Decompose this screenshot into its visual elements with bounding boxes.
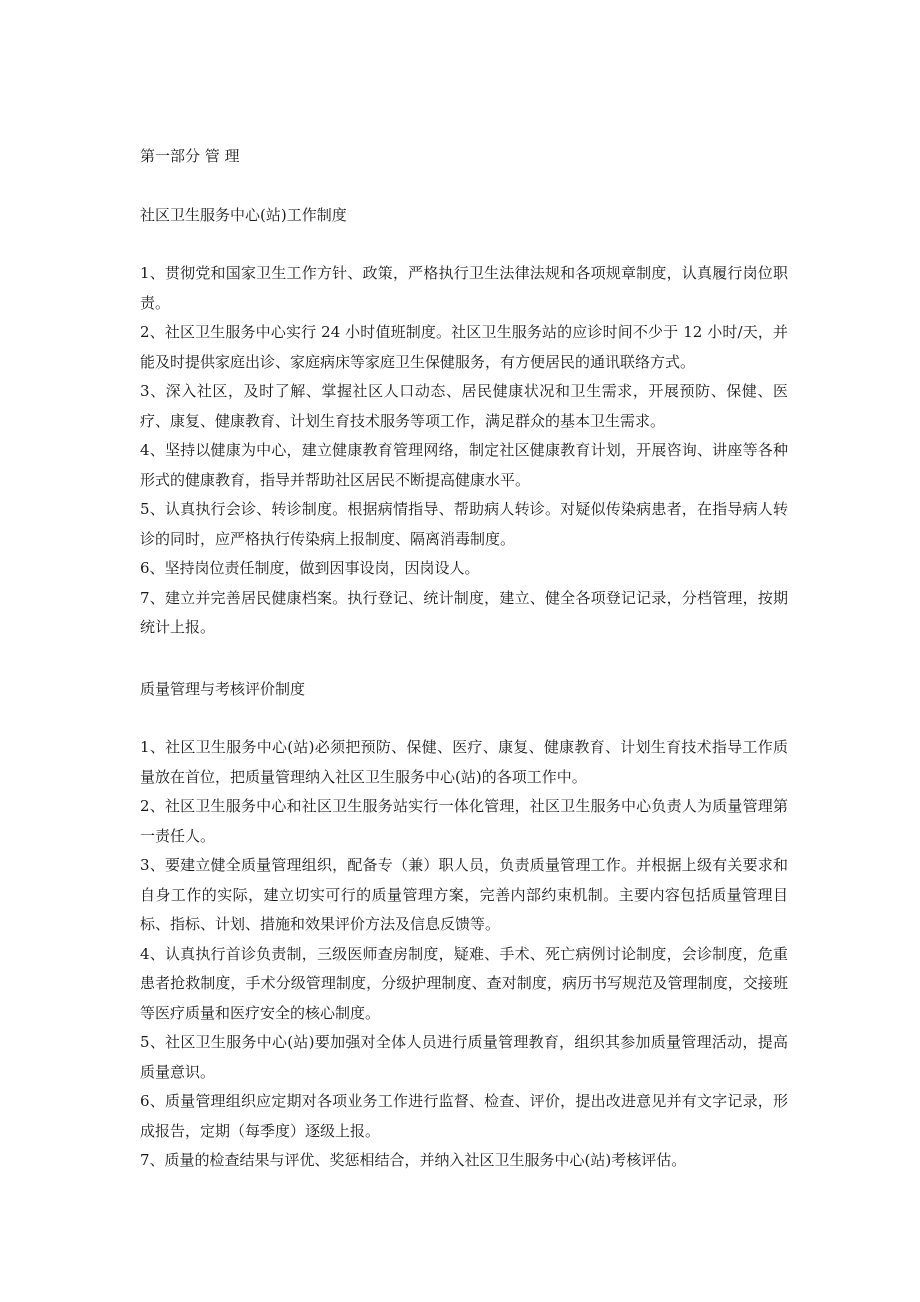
quality-rules-list — [140, 733, 788, 1176]
list-item: 3、深入社区，及时了解、掌握社区人口动态、居民健康状况和卫生需求，开展预防、保健、医疗、康复、健康教育、计划生育技术服务等项工作，满足群众的基本卫生需求。 — [140, 382, 788, 430]
part-title: 第一部分 管 理 — [140, 147, 240, 165]
list-item: 7、建立并完善居民健康档案。执行登记、统计制度，建立、健全各项登记记录，分档管理，按期统计上报。 — [140, 588, 788, 636]
work-rules-list — [140, 259, 788, 643]
list-item: 4、坚持以健康为中心，建立健康教育管理网络，制定社区健康教育计划，开展咨询、讲座等各种形式的健康教育，指导并帮助社区居民不断提高健康水平。 — [140, 441, 788, 489]
section-title-quality-management: 质量管理与考核评价制度 — [140, 680, 306, 698]
list-item: 1、贯彻党和国家卫生工作方针、政策，严格执行卫生法律法规和各项规章制度，认真履行岗位职责。 — [140, 264, 788, 312]
list-item: 7、质量的检查结果与评优、奖惩相结合，并纳入社区卫生服务中心(站)考核评估。 — [140, 1151, 687, 1169]
list-item: 5、社区卫生服务中心(站)要加强对全体人员进行质量管理教育，组织其参加质量管理活动，提高质量意识。 — [140, 1033, 788, 1081]
list-item: 1、社区卫生服务中心(站)必须把预防、保健、医疗、康复、健康教育、计划生育技术指导工作质量放在首位，把质量管理纳入社区卫生服务中心(站)的各项工作中。 — [140, 738, 788, 786]
list-item: 5、认真执行会诊、转诊制度。根据病情指导、帮助病人转诊。对疑似传染病患者，在指导病人转诊的同时，应严格执行传染病上报制度、隔离消毒制度。 — [140, 500, 788, 548]
list-item: 2、社区卫生服务中心和社区卫生服务站实行一体化管理，社区卫生服务中心负责人为质量管理第一责任人。 — [140, 797, 788, 845]
list-item: 6、坚持岗位责任制度，做到因事设岗，因岗设人。 — [140, 559, 480, 577]
list-item: 3、要建立健全质量管理组织，配备专（兼）职人员，负责质量管理工作。并根据上级有关要求和自身工作的实际，建立切实可行的质量管理方案，完善内部约束机制。主要内容包括质量管理目标、指标、计划、措施和效果评价方法及信息反馈等。 — [140, 856, 788, 933]
list-item: 6、质量管理组织应定期对各项业务工作进行监督、检查、评价，提出改进意见并有文字记录，形成报告，定期（每季度）逐级上报。 — [140, 1092, 788, 1140]
list-item: 2、社区卫生服务中心实行 24 小时值班制度。社区卫生服务站的应诊时间不少于 12 小时/天，并能及时提供家庭出诊、家庭病床等家庭卫生保健服务，有方便居民的通讯联络方式。 — [140, 323, 788, 371]
section-title-work-rules: 社区卫生服务中心(站)工作制度 — [140, 206, 347, 224]
list-item: 4、认真执行首诊负责制，三级医师查房制度，疑难、手术、死亡病例讨论制度，会诊制度，危重患者抢救制度，手术分级管理制度，分级护理制度、查对制度，病历书写规范及管理制度，交接班等医疗质量和医疗安全的核心制度。 — [140, 944, 788, 1022]
